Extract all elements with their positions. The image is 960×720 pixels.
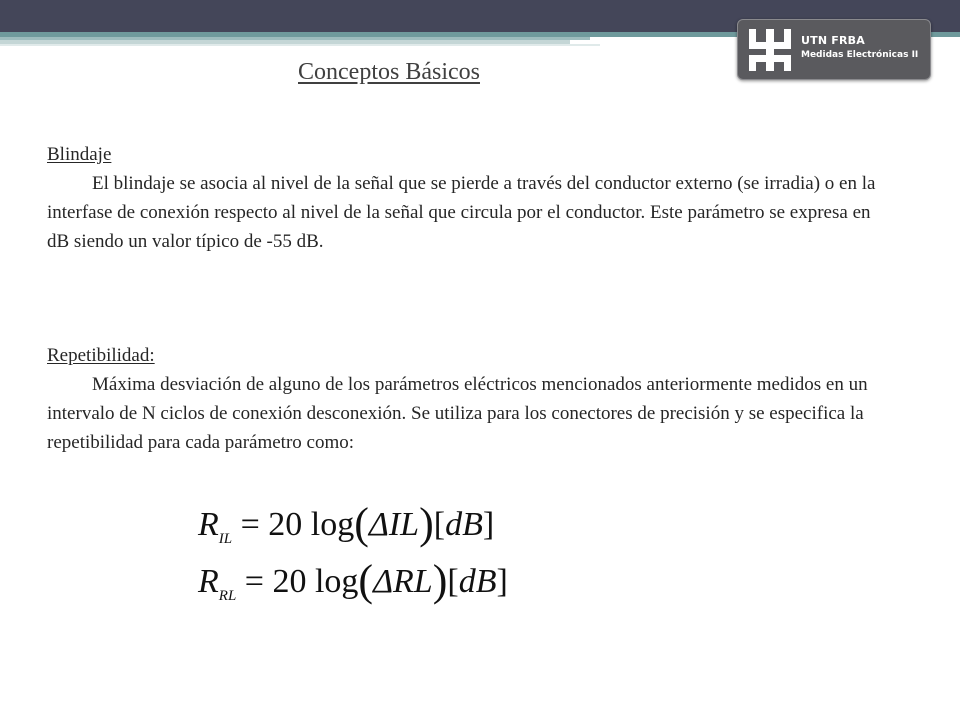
logo-subtitle: Medidas Electrónicas II — [801, 50, 919, 60]
formula-symbol: R — [198, 563, 219, 600]
formula-equals: = 20 log — [240, 506, 355, 543]
utn-emblem-icon — [746, 26, 794, 74]
formula-rl-insertion-loss: $R_{IL} = 20$ log(ΔIL)[dB] — [198, 499, 495, 548]
header-stripe — [0, 44, 600, 46]
logo-title: UTN FRBA — [801, 34, 865, 47]
section-heading: Blindaje — [47, 144, 112, 165]
section-repetibilidad — [47, 341, 897, 457]
formula-symbol: R — [198, 506, 219, 543]
formula-unit: dB — [445, 506, 483, 543]
formula-unit: dB — [458, 563, 497, 600]
section-body: El blindaje se asocia al nivel de la señal que se pierde a través del conductor externo (se irradia) o en la interfase de conexión respecto al nivel de la señal que circula por el conductor. Este parámetro se expresa en dB siendo un valor típico de -55 dB. — [47, 173, 876, 252]
formula-return-loss: $R_{RL} = 20$ log(ΔRL)[dB] — [198, 556, 508, 605]
formula-argument: ΔRL — [373, 563, 433, 600]
page-title: Conceptos Básicos — [298, 59, 480, 85]
formula-subscript: RL — [218, 588, 237, 604]
formula-argument: ΔIL — [368, 506, 420, 543]
formula-subscript: IL — [218, 531, 233, 547]
section-blindaje — [47, 140, 897, 256]
section-body: Máxima desviación de alguno de los parámetros eléctricos mencionados anteriormente medidos en un intervalo de N ciclos de conexión desconexión. Se utiliza para los conectores de precisión y se especifica la repetibilidad para cada parámetro como: — [47, 374, 868, 453]
utn-logo-badge — [737, 19, 931, 80]
section-heading: Repetibilidad: — [47, 345, 155, 366]
formula-equals: = 20 log — [244, 563, 359, 600]
